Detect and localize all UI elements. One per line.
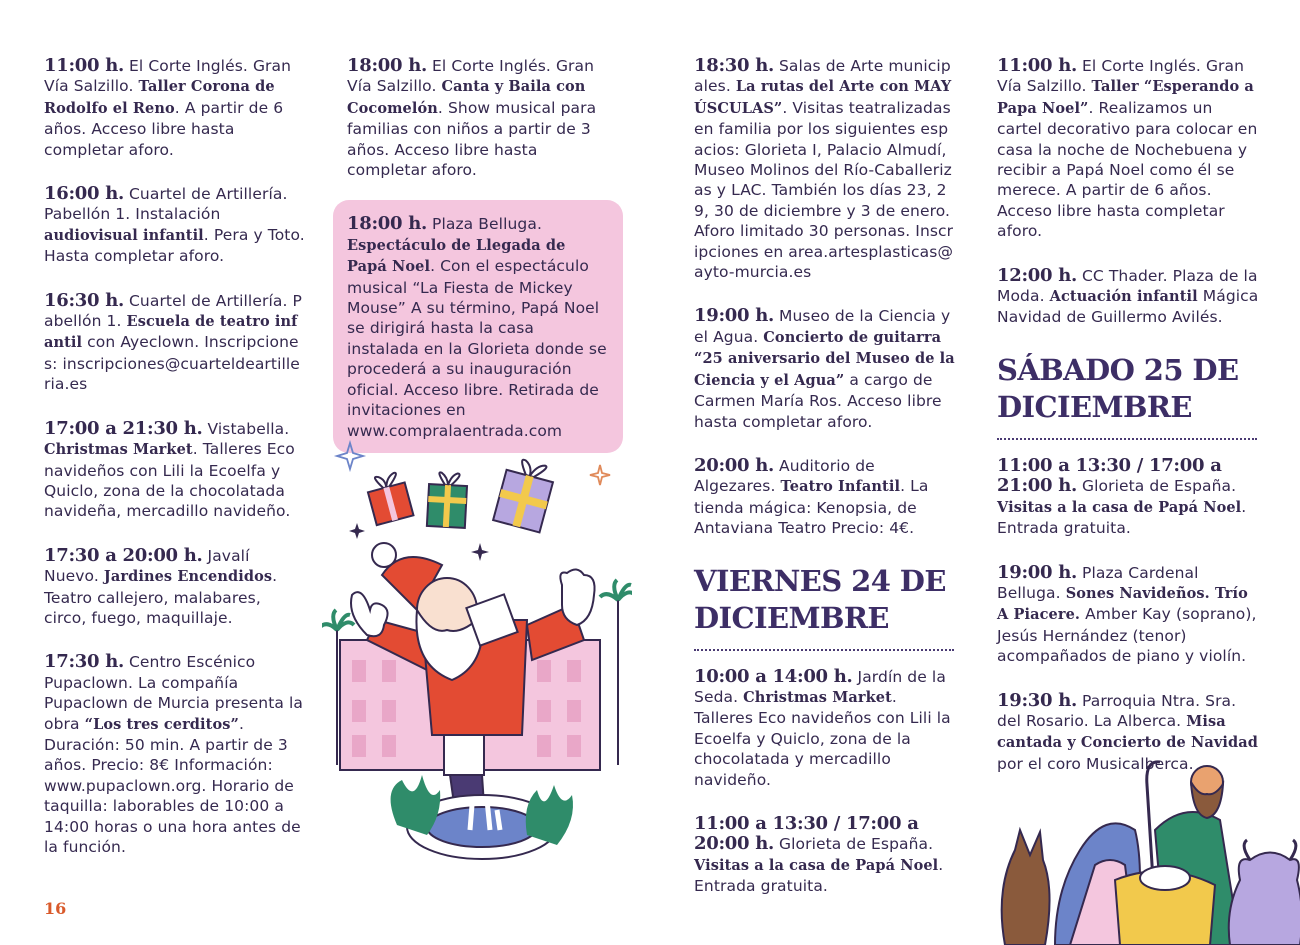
event-time: 17:30 a 20:00 h.: [44, 544, 203, 566]
event-place: El Corte Inglés. Gran Vía Salzillo.: [997, 57, 1245, 96]
event-place: Cuartel de Artillería. Pabellón 1. Instalación: [44, 185, 288, 224]
event-place: Parroquia Ntra. Sra. del Rosario. La Alberca.: [997, 691, 1237, 730]
event-title: La rutas del Arte con MAYÚSCULAS”: [694, 78, 952, 117]
event-title: Actuación infantil: [1049, 288, 1198, 306]
event-title: Misa cantada y Concierto de Navidad: [997, 712, 1258, 752]
event-time: 18:00 h.: [347, 55, 427, 76]
event-details: . Entrada gratuita.: [997, 497, 1247, 538]
ox: [1229, 853, 1300, 945]
gift-icon: [493, 456, 557, 532]
day-heading: VIERNES 24 DE DICIEMBRE: [694, 563, 946, 635]
sparkle-icon: [471, 543, 489, 561]
event: [997, 266, 1259, 328]
event: [44, 652, 306, 857]
event-details: . Talleres Eco navideños con Lili la Ecoelfa y Quiclo, zona de la chocolatada navideña, mercadillo navideño.: [44, 440, 295, 521]
event-title: Jardines Encendidos: [103, 568, 273, 586]
event-place: Plaza Cardenal Belluga.: [997, 563, 1199, 602]
event-place: Auditorio de Algezares.: [694, 456, 875, 496]
event-place: El Corte Inglés. Gran Vía Salzillo.: [347, 57, 595, 96]
event-place: Museo de la Ciencia y el Agua.: [694, 307, 951, 346]
event-time: 19:30 h.: [997, 689, 1077, 711]
event-details: . Pera y Toto. Hasta completar aforo.: [44, 225, 305, 266]
event-title: Sones Navideños. Trío A Piacere.: [997, 584, 1248, 624]
event: [694, 667, 956, 790]
event-time: 18:00 h.: [347, 213, 427, 235]
event-place: Javalí Nuevo.: [44, 546, 250, 586]
event-time: 10:00 a 14:00 h.: [694, 665, 853, 687]
event-details: . Realizamos un cartel decorativo para colocar en casa la noche de Nochebuena y recibir a Papá Noel como él se merece. A partir de 6 años. Acceso libre hasta completar aforo.: [997, 98, 1258, 241]
event-time: 11:00 h.: [44, 55, 124, 76]
column-3: [694, 56, 956, 921]
event-details: Amber Kay (soprano), Jesús Hernández (tenor) acompañados de piano y violín.: [997, 605, 1257, 666]
event-time: 19:00 h.: [997, 561, 1077, 583]
event-place: Plaza Belluga.: [426, 215, 542, 234]
event: [997, 456, 1259, 539]
event: [44, 291, 306, 395]
event: [997, 563, 1259, 667]
event-details: con Ayeclown. Inscripciones: inscripciones@cuarteldeartilleria.es: [44, 333, 300, 394]
event: [347, 214, 609, 440]
event: [44, 419, 306, 522]
event-title: Taller Corona de Rodolfo el Reno: [44, 78, 275, 117]
event-time: 19:00 h.: [694, 305, 774, 327]
event: [694, 306, 956, 431]
highlight-box: [333, 200, 623, 452]
event-time: 17:30 h.: [44, 651, 124, 673]
event: [347, 56, 609, 180]
day-heading: SÁBADO 25 DE DICIEMBRE: [997, 352, 1239, 424]
event-title: Christmas Market: [743, 688, 892, 706]
event-details: . La tienda mágica: Kenopsia, de Antaviana Teatro Precio: 4€.: [694, 477, 929, 538]
event-place: El Corte Inglés. Gran Vía Salzillo.: [44, 57, 292, 96]
event-title: Taller “Esperando a Papa Noel”: [997, 78, 1254, 117]
event-time: 16:00 h.: [44, 183, 124, 205]
event-time: 12:00 h.: [997, 264, 1077, 286]
event-details: . Visitas teatralizadas en familia por los siguientes espacios: Glorieta I, Palacio Almudí, Museo Molinos del Río-Caballerizas y LAC. También los días 23, 29, 30 de diciembre y 3 de enero. Aforo limitado 30 personas. Inscripciones en area.artesplasticas@ayto-murcia.es: [694, 98, 954, 282]
column-2: [347, 56, 609, 453]
event-time: 11:00 h.: [997, 55, 1077, 76]
sparkle-icon: [337, 443, 363, 469]
sparkle-icon: [349, 523, 365, 539]
event-details: . Entrada gratuita.: [694, 855, 944, 896]
glove: [560, 569, 594, 625]
event-title: “Los tres cerditos”: [84, 715, 239, 733]
event: [44, 56, 306, 160]
event-place: Salas de Arte municipales.: [694, 57, 951, 96]
event-details: . Teatro callejero, malabares, circo, fuego, maquillaje.: [44, 567, 278, 627]
event-title: Espectáculo de Llegada de Papá Noel: [347, 236, 566, 276]
event: [694, 456, 956, 539]
column-1: [44, 56, 306, 881]
event: [44, 184, 306, 267]
event: [44, 546, 306, 629]
donkey: [1002, 830, 1050, 945]
event-details: . Con el espectáculo musical “La Fiesta de Mickey Mouse” A su término, Papá Noel se dirigirá hasta la casa instalada en la Glorieta donde se procederá a su inauguración oficial. Acceso libre. Retirada de invitaciones en www.compralaentrada.com: [347, 257, 607, 440]
dotted-divider: [694, 649, 954, 651]
event: [694, 814, 956, 897]
event-title: Visitas a la casa de Papá Noel: [694, 856, 939, 874]
event-title: Canta y Baila con Cocomelón: [347, 78, 586, 117]
event-title: Christmas Market: [44, 441, 193, 459]
event-place: Centro Escénico Pupaclown. La compañía Pupaclown de Murcia presenta la obra: [44, 653, 304, 733]
event-place: CC Thader. Plaza de la Moda.: [997, 266, 1258, 306]
event-details: . Duración: 50 min. A partir de 3 años. Precio: 8€ Información: www.pupaclown.org. Horario de taquilla: laborables de 10:00 a 14:00 horas o una hora antes de la función.: [44, 714, 301, 856]
event-details: a cargo de Carmen María Ros. Acceso libre hasta completar aforo.: [694, 370, 942, 431]
event-place: Glorieta de España.: [773, 835, 934, 854]
santa-illustration: [322, 435, 632, 875]
event-place: Jardín de la Seda.: [694, 667, 946, 706]
column-4: [997, 56, 1259, 798]
event-place: Cuartel de Artillería. Pabellón 1.: [44, 291, 302, 331]
glove: [351, 592, 388, 636]
event-details: Mágica Navidad de Guillermo Avilés.: [997, 287, 1259, 327]
event-title: Teatro Infantil: [780, 478, 901, 496]
event-time: 17:00 a 21:30 h.: [44, 417, 203, 439]
event-place: Glorieta de España.: [1076, 477, 1237, 496]
event-time: 11:00 a 13:30 / 17:00 a 21:00 h.: [997, 454, 1222, 497]
dotted-divider: [997, 438, 1257, 440]
sparkle-icon: [590, 465, 610, 485]
event-time: 16:30 h.: [44, 289, 124, 311]
event-title: audiovisual infantil: [44, 226, 204, 244]
event-time: 20:00 h.: [694, 454, 774, 476]
event-place: Vistabella.: [202, 419, 290, 438]
event: [997, 56, 1259, 242]
event-time: 18:30 h.: [694, 55, 774, 76]
event-details: . A partir de 6 años. Acceso libre hasta completar aforo.: [44, 98, 284, 159]
gift-icon: [427, 472, 468, 528]
page-number: 16: [44, 899, 67, 918]
event-details: por el coro Musicalberca.: [997, 754, 1194, 773]
event-details: . Show musical para familias con niños a partir de 3 años. Acceso libre hasta completar aforo.: [347, 98, 597, 180]
event-details: . Talleres Eco navideños con Lili la Ecoelfa y Quiclo, zona de la chocolatada y mercadillo navideño.: [694, 687, 951, 789]
event-time: 11:00 a 13:30 / 17:00 a 20:00 h.: [694, 812, 919, 855]
event-title: Escuela de teatro infantil: [44, 313, 298, 352]
gift-icon: [365, 470, 414, 525]
nativity-illustration: [985, 760, 1300, 945]
event-title: Visitas a la casa de Papá Noel: [997, 498, 1242, 516]
event-title: Concierto de guitarra “25 aniversario del Museo de la Ciencia y el Agua”: [694, 328, 955, 389]
event: [694, 56, 956, 282]
